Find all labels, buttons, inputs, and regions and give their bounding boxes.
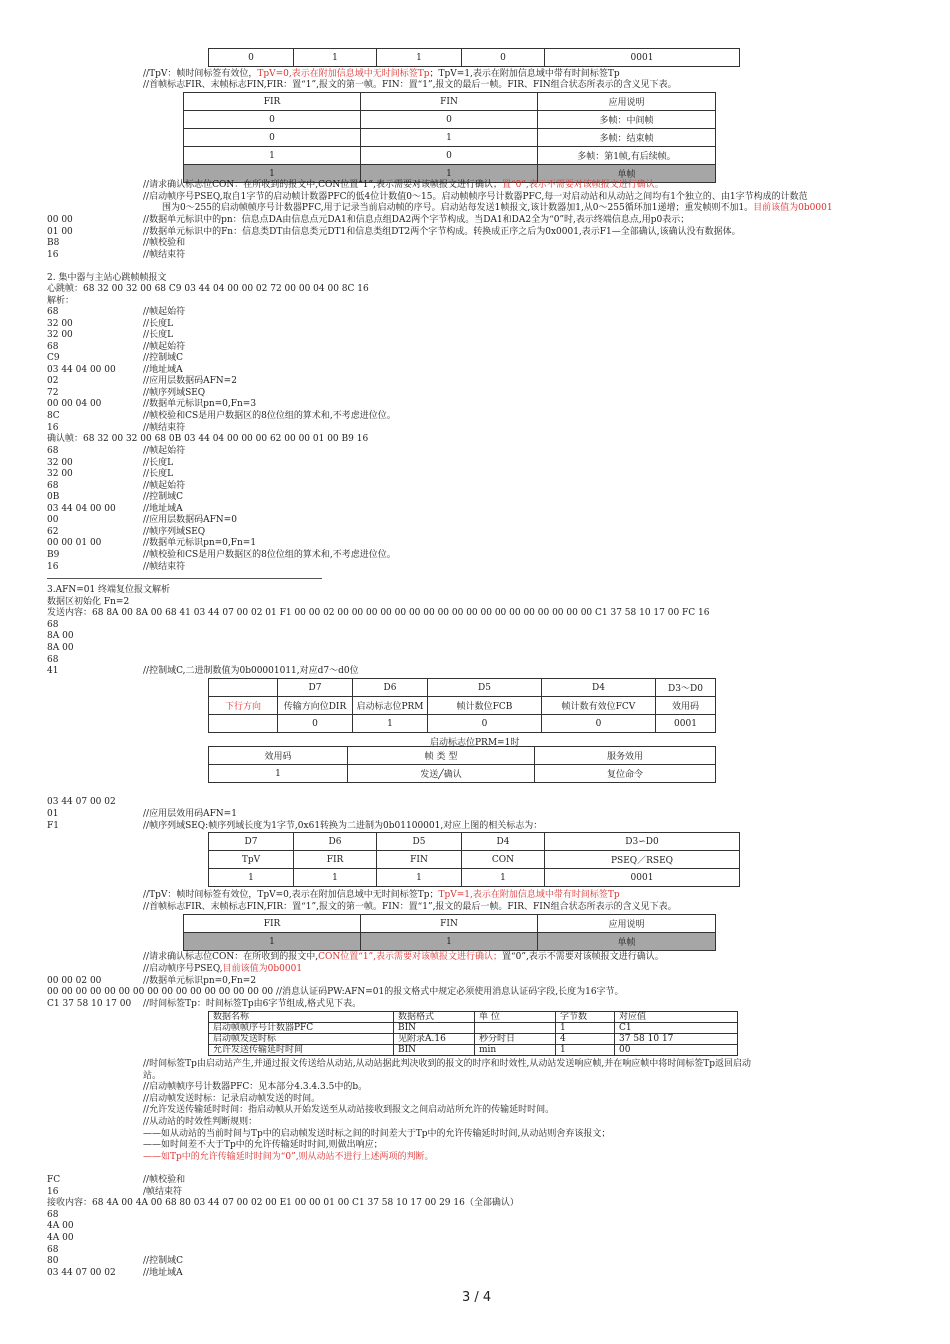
cell: 0 (542, 715, 656, 733)
receive-content: 接收内容：68 4A 00 4A 00 68 80 03 44 07 00 02 00 E1 00 00 01 00 C1 37 58 10 17 00 29 16（全部确认） (47, 1198, 519, 1208)
row: 16 //帧结束符 (47, 422, 186, 433)
th: FIR (184, 915, 361, 933)
cell: min (475, 1045, 556, 1056)
row: 16 /帧结束符 (47, 1187, 183, 1197)
tpv-line: //TpV：帧时间标签有效位，TpV=0,表示在附加信息域中无时间标签Tp；TpV=1,表示在附加信息域中带有时间标签Tp (143, 69, 620, 79)
th: 应用说明 (538, 915, 716, 933)
cell: 0 (428, 715, 542, 733)
cell: TpV (209, 851, 294, 869)
row: 01 //应用层效用码AFN=1 (47, 809, 237, 819)
row: 03 44 07 00 02 //地址域A (47, 1268, 183, 1278)
th: D4 (462, 833, 545, 851)
cell: FIR (294, 851, 377, 869)
fir-line-2: //首帧标志FIR、末帧标志FIN,FIR：置“1”,报文的第一帧。FIN：置“1”,报文的最后一帧。FIR、FIN组合状态所表示的含义见下表。 (143, 902, 677, 912)
row: 32 00 //长度L (47, 330, 174, 341)
row: 02 //应用层数据码AFN=2 (47, 376, 237, 387)
row: 03 44 04 00 00 //地址域A (47, 503, 183, 514)
th: 帧 类 型 (348, 747, 535, 765)
cell: 1 (209, 765, 348, 783)
th: D7 (278, 679, 353, 697)
cell: 启动帧帧序号计数器PFC (209, 1023, 394, 1034)
th: 数据名称 (209, 1012, 394, 1023)
cell: 0001 (656, 715, 716, 733)
th: D5 (377, 833, 462, 851)
cell: 0 (278, 715, 353, 733)
row: 8C //帧校验和CS是用户数据区的8位位组的算术和,不考虑进位位。 (47, 410, 396, 421)
row: 8A 00 (47, 631, 74, 641)
cell: 0 (209, 49, 294, 67)
row: 00 00 02 00 //数据单元标识pn=0,Fn=2 (47, 976, 257, 986)
th: D3～D0 (656, 679, 716, 697)
cell: 1 (184, 165, 361, 183)
row: 68 (47, 1245, 59, 1255)
th: FIN (361, 93, 538, 111)
row: 8A 00 (47, 643, 74, 653)
row: FC //帧校验和 (47, 1175, 186, 1185)
cell (475, 1023, 556, 1034)
rule: ——如从动站的当前时间与Tp中的启动帧发送时标之间的时间差大于Tp中的允许传输延时时间,从动站则舍弃该报文； (143, 1129, 611, 1139)
section-3-title: 3.AFN=01 终端复位报文解析 (47, 585, 171, 595)
pseq-line-3: //启动帧序号PSEQ,目前该值为0b0001 (143, 964, 303, 974)
rule-red: ——如Tp中的允许传输延时时间为“0”,则从动站不进行上述两项的判断。 (143, 1152, 434, 1162)
top-table (208, 48, 740, 67)
cell: 多帧：中间帧 (538, 111, 716, 129)
th: 服务效用 (535, 747, 716, 765)
cell: PSEQ／RSEQ (545, 851, 740, 869)
cell: 4 (556, 1034, 615, 1045)
row: 68 //帧起始符 (47, 307, 186, 317)
cell: 1 (184, 933, 361, 951)
tp-table (208, 1011, 738, 1056)
send-content: 发送内容：68 8A 00 8A 00 68 41 03 44 07 00 02 01 F1 00 00 02 00 00 00 00 00 00 00 00 00 00 00 00 00 00 00 00 00 00 C1 37 58 10 17 00 FC 16 (47, 608, 710, 618)
note: //启动帧帧序号计数器PFC：见本部分4.3.4.3.5中的b。 (143, 1082, 368, 1092)
con-line-2: //请求确认标志位CON：在所收到的报文中,CON位置“1”,表示需要对该帧报文进行确认；置“0”,表示不需要对该帧报文进行确认。 (143, 952, 664, 962)
cell: BIN (394, 1045, 475, 1056)
row: 03 44 07 00 02 (47, 797, 116, 807)
cell: 00 (615, 1045, 738, 1056)
cell: 秒分时日 (475, 1034, 556, 1045)
rule: ——如时间差不大于Tp中的允许传输延时时间,则做出响应； (143, 1140, 383, 1150)
row: 41 //控制域C,二进制数值为0b00001011,对应d7～d0位 (47, 666, 359, 676)
th: D5 (428, 679, 542, 697)
pseq-line2: 围为0～255的启动帧帧序号计数器PFC,用于记录当前启动帧的序号。启动站每发送1帧报文,该计数器加1,从0～255循环加1递增；重发帧则不加1。目前该值为0b0001 (162, 203, 833, 213)
th: D6 (294, 833, 377, 851)
cell: 1 (353, 715, 428, 733)
th: D7 (209, 833, 294, 851)
row: 4A 00 (47, 1221, 74, 1231)
note: //允许发送传输延时时间：指启动帧从开始发送至从动站接收到报文之间启动站所允许的传输延时时间。 (143, 1105, 555, 1115)
th: D3∽D0 (545, 833, 740, 851)
cell: 下行方向 (209, 697, 278, 715)
row: 80 //控制域C (47, 1256, 183, 1266)
cell: 发送╱确认 (348, 765, 535, 783)
row: 68 (47, 1210, 59, 1220)
th: 字节数 (556, 1012, 615, 1023)
cell: 1 (462, 869, 545, 887)
con-line: //请求确认标志位CON：在所收到的报文中,CON位置“1”,表示需要对该帧报文进行确认；置“0”,表示不需要对该帧报文进行确认。 (143, 180, 664, 190)
cell: 0 (184, 111, 361, 129)
fir-table (183, 92, 716, 183)
fir-table-2 (183, 914, 716, 951)
cell: 效用码 (656, 697, 716, 715)
cell: 1 (361, 165, 538, 183)
cell: 单帧 (538, 165, 716, 183)
row: 68 (47, 655, 59, 665)
note: 站。 (143, 1071, 162, 1081)
page-number: 3 / 4 (462, 1290, 492, 1305)
cell: BIN (394, 1023, 475, 1034)
cell: 传输方向位DIR (278, 697, 353, 715)
row: 00 00 01 00 //数据单元标识pn=0,Fn=1 (47, 538, 257, 549)
cell: 1 (556, 1023, 615, 1034)
note: //启动帧发送时标：记录启动帧发送的时间。 (143, 1094, 321, 1104)
prm-caption: 启动标志位PRM=1时 (430, 738, 520, 748)
row: 00 00 04 00 //数据单元标识pn=0,Fn=3 (47, 399, 257, 410)
th: 单 位 (475, 1012, 556, 1023)
cell: 1 (361, 129, 538, 147)
th: FIN (361, 915, 538, 933)
pw-line: 00 00 00 00 00 00 00 00 00 00 00 00 00 00 00 00 //消息认证码PW:AFN=01的报文格式中规定必须使用消息认证码字段,长度为16字节。 (47, 987, 624, 997)
cell: 单帧 (538, 933, 716, 951)
cell: 37 58 10 17 (615, 1034, 738, 1045)
th: 应用说明 (538, 93, 716, 111)
cell: 允许发送传输延时时间 (209, 1045, 394, 1056)
cell: 0 (361, 111, 538, 129)
seq-table (208, 832, 740, 887)
row: 72 //帧序列域SEQ (47, 387, 206, 398)
init-label: 数据区初始化 Fn=2 (47, 597, 130, 607)
cell: 1 (184, 147, 361, 165)
fir-line: //首帧标志FIR、末帧标志FIN,FIR：置“1”,报文的第一帧。FIN：置“1”,报文的最后一帧。FIR、FIN组合状态所表示的含义见下表。 (143, 80, 677, 90)
cell: FIN (377, 851, 462, 869)
row: 4A 00 (47, 1233, 74, 1243)
cell: 启动帧发送时标 (209, 1034, 394, 1045)
cell: 1 (294, 49, 377, 67)
cell: C1 (615, 1023, 738, 1034)
cell: 启动标志位PRM (353, 697, 428, 715)
cell: 复位命令 (535, 765, 716, 783)
row: 32 00 //长度L (47, 469, 174, 480)
cell: 1 (209, 869, 294, 887)
cell: 0 (184, 129, 361, 147)
th: 效用码 (209, 747, 348, 765)
cell: 1 (377, 869, 462, 887)
row: B9 //帧校验和CS是用户数据区的8位位组的算术和,不考虑进位位。 (47, 549, 396, 560)
function-table (208, 746, 716, 783)
parse-label: 解析： (47, 296, 75, 306)
th: FIR (184, 93, 361, 111)
row: C1 37 58 10 17 00 //时间标签Tp：时间标签Tp由6字节组成,格式见下表。 (47, 999, 362, 1009)
cell: 多帧：第1帧,有后续帧。 (538, 147, 716, 165)
row: B8 //帧校验和 (47, 238, 186, 248)
note: //从动站的时效性判断规则： (143, 1117, 258, 1127)
control-table (208, 678, 716, 733)
cell: 1 (361, 933, 538, 951)
cell: 帧计数位FCB (428, 697, 542, 715)
row: 62 //帧序列域SEQ (47, 526, 206, 537)
heartbeat: 心跳帧：68 32 00 32 00 68 C9 03 44 04 00 00 02 72 00 00 04 00 8C 16 (47, 284, 369, 294)
th: D6 (353, 679, 428, 697)
row: 68 (47, 620, 59, 630)
row: 68 //帧起始符 (47, 480, 186, 491)
row: 16 //帧结束符 (47, 250, 186, 260)
row: 32 00 //长度L (47, 457, 174, 468)
cell: 0 (361, 147, 538, 165)
cell: 0001 (545, 869, 740, 887)
row: 01 00 //数据单元标识中的Fn：信息类DT由信息类元DT1和信息类组DT2两个字节构成。转换成正序之后为0x0001,表示F1—全部确认,该确认没有数据体。 (47, 227, 741, 237)
section-2-title: 2. 集中器与主站心跳帧帧报文 (47, 273, 167, 283)
row: 68 //帧起始符 (47, 341, 186, 352)
cell: 见附录A.16 (394, 1034, 475, 1045)
row: F1 //帧序列域SEQ:帧序列域长度为1字节,0x61转换为二进制为0b01100001,对应上图的相关标志为： (47, 821, 543, 831)
divider (47, 578, 322, 579)
row: 16 //帧结束符 (47, 561, 186, 572)
row: 68 //帧起始符 (47, 446, 186, 456)
row: C9 //控制域C (47, 353, 183, 364)
cell: 1 (377, 49, 462, 67)
tpv-line-2: //TpV：帧时间标签有效位，TpV=0,表示在附加信息域中无时间标签Tp；TpV=1,表示在附加信息域中带有时间标签Tp (143, 890, 620, 900)
row: 32 00 //长度L (47, 318, 174, 329)
cell: 1 (556, 1045, 615, 1056)
cell: 多帧：结束帧 (538, 129, 716, 147)
th: 对应值 (615, 1012, 738, 1023)
row: 03 44 04 00 00 //地址域A (47, 364, 183, 375)
cell: CON (462, 851, 545, 869)
cell: 1 (294, 869, 377, 887)
note: //时间标签Tp由启动站产生,并通过报文传送给从动站,从动站据此判决收到的报文的时序和时效性,从动站发送响应帧,并在响应帧中将时间标签Tp返回启动 (143, 1059, 752, 1069)
cell: 帧计数有效位FCV (542, 697, 656, 715)
pseq-line: //启动帧序号PSEQ,取自1字节的启动帧计数器PFC的低4位计数值0～15。启动帧帧序号计数器PFC,每一对启动站和从动站之间均有1个独立的、由1字节构成的计数范 (143, 192, 808, 202)
th: D4 (542, 679, 656, 697)
row: 00 //应用层数据码AFN=0 (47, 515, 237, 526)
cell: 0001 (545, 49, 740, 67)
cell: 0 (462, 49, 545, 67)
th: 数据格式 (394, 1012, 475, 1023)
row: 0B //控制域C (47, 492, 183, 503)
ack-frame: 确认帧：68 32 00 32 00 68 0B 03 44 04 00 00 00 62 00 00 01 00 B9 16 (47, 434, 369, 444)
row: 00 00 //数据单元标识中的pn：信息点DA由信息点元DA1和信息点组DA2两个字节构成。当DA1和DA2全为“0”时,表示终端信息点,用p0表示； (47, 215, 690, 225)
